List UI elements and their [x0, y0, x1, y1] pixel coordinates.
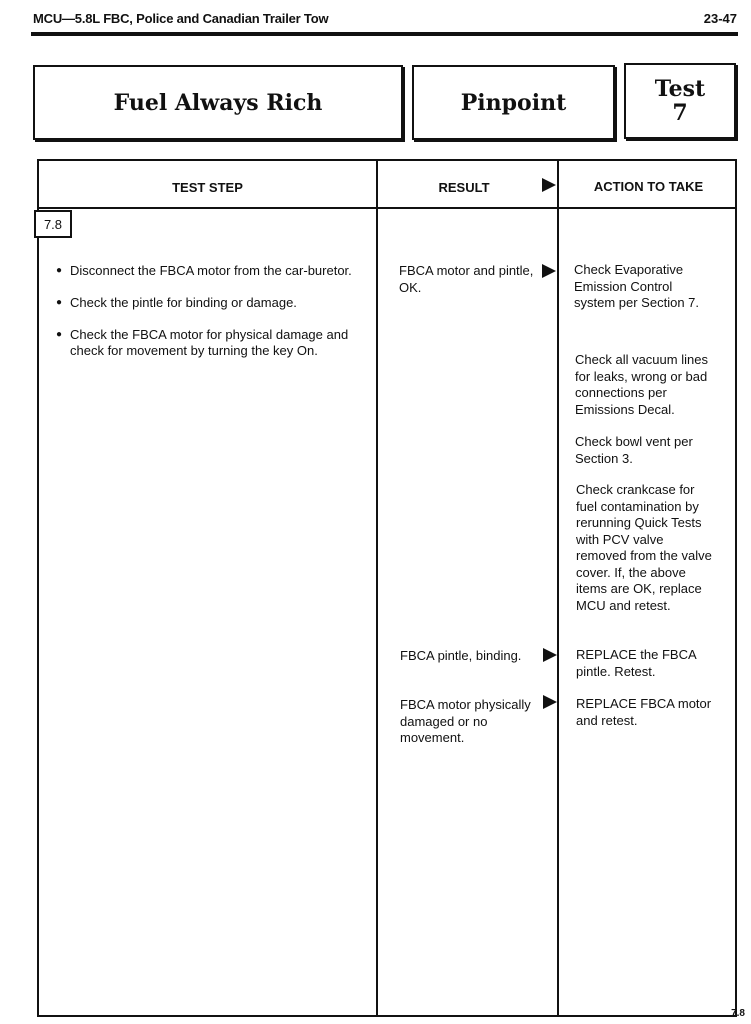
column-divider-result [376, 160, 378, 1016]
test-step-list [56, 263, 366, 375]
action-text: REPLACE FBCA motor and retest. [576, 696, 712, 728]
arrow-icon [543, 648, 557, 662]
page-title: Fuel Always Rich [113, 89, 323, 116]
test-number: 7 [672, 100, 688, 126]
arrow-icon [542, 264, 556, 278]
test-step-item: ● Check the pintle for binding or damage. [56, 295, 366, 311]
action-text: REPLACE the FBCA pintle. Retest. [576, 647, 696, 679]
test-step-item: ● Disconnect the FBCA motor from the car-buretor. [56, 263, 366, 279]
test-box [624, 63, 736, 139]
test-step-item: ● Check the FBCA motor for physical damage and check for movement by turning the key On. [56, 327, 366, 359]
header-row-divider [37, 207, 737, 209]
running-header: MCU—5.8L FBC, Police and Canadian Trailer Tow [33, 11, 329, 26]
result-text: FBCA pintle, binding. [400, 648, 522, 663]
action-text: Check Evaporative Emission Control system per Section 7. [574, 262, 699, 310]
column-header-test-step: TEST STEP [172, 180, 243, 195]
result-text: FBCA motor and pintle, OK. [399, 263, 534, 295]
page-number: 23-47 [703, 11, 737, 26]
footer-page-ref: 7.8 [731, 1008, 745, 1019]
arrow-icon [543, 695, 557, 709]
action-text: Check bowl vent per Section 3. [575, 434, 693, 466]
pinpoint-label: Pinpoint [460, 89, 567, 116]
step-number: 7.8 [43, 216, 63, 232]
column-header-result: RESULT [438, 180, 490, 195]
column-divider-action [557, 160, 559, 1016]
test-label: Test [654, 76, 706, 102]
action-text: Check crankcase for fuel contamination by rerunning Quick Tests with PCV valve removed from the valve cover. If, the above items are OK, replace MCU and retest. [576, 482, 712, 613]
header-rule [31, 32, 738, 36]
action-text: Check all vacuum lines for leaks, wrong or bad connections per Emissions Decal. [575, 352, 708, 417]
title-box [33, 65, 403, 140]
arrow-icon [542, 178, 556, 192]
pinpoint-box [412, 65, 615, 140]
step-number-box [34, 210, 72, 238]
result-text: FBCA motor physically damaged or no movement. [400, 697, 531, 745]
column-header-action: ACTION TO TAKE [593, 179, 704, 194]
